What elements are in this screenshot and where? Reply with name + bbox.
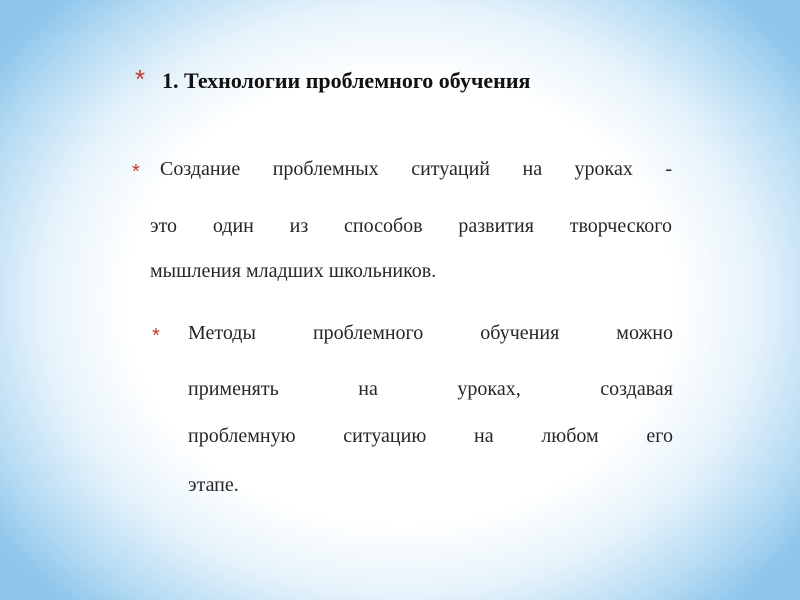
paragraph-line: применять на уроках, создавая (188, 378, 673, 400)
asterisk-bullet-icon: * (132, 161, 140, 183)
paragraph-line: проблемную ситуацию на любом его (188, 425, 673, 447)
asterisk-bullet-icon: * (135, 64, 146, 94)
paragraph-line: Создание проблемных ситуаций на уроках - (160, 158, 672, 180)
paragraph-line: Методы проблемного обучения можно (188, 322, 673, 344)
paragraph-line: мышления младших школьников. (150, 260, 437, 282)
paragraph-line: это один из способов развития творческого (150, 215, 672, 237)
slide-heading (135, 66, 735, 96)
paragraph-line: этапе. (188, 474, 239, 496)
heading-text: 1. Технологии проблемного обучения (162, 68, 531, 93)
asterisk-bullet-icon: * (152, 325, 160, 347)
